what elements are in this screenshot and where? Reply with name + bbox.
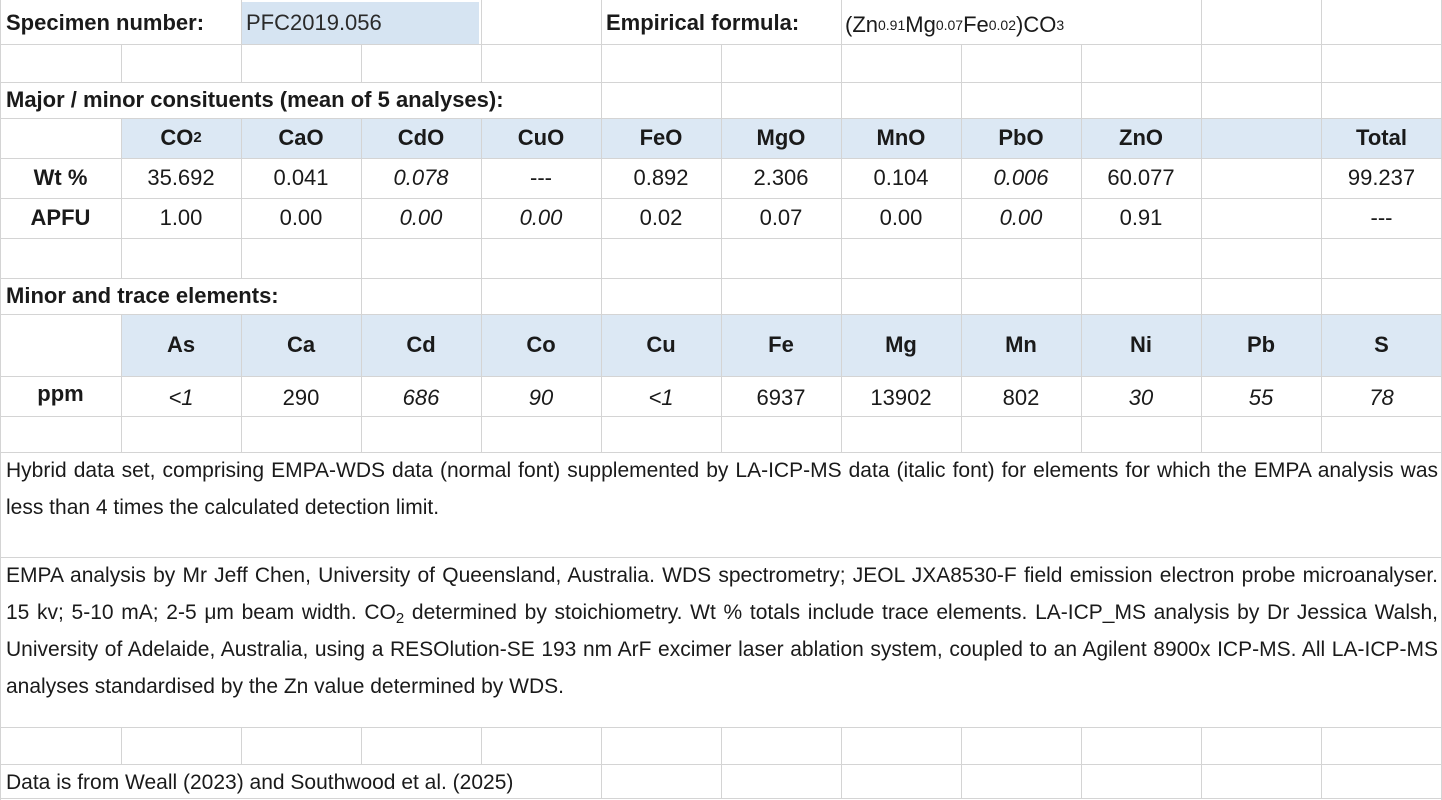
major-col-header	[1201, 118, 1321, 158]
major-col-header: PbO	[998, 125, 1044, 150]
major-value-cell: 0.07	[759, 205, 803, 230]
gridline-v	[721, 764, 722, 798]
gridline-v	[481, 0, 482, 44]
major-col-header: MnO	[876, 125, 926, 150]
major-row-label: APFU	[30, 205, 91, 230]
hybrid-note: Hybrid data set, comprising EMPA-WDS data (normal font) supplemented by LA-ICP-MS data (italic font) for elements for which the EMPA analysis was less than 4 times the calculated detection limit.	[6, 459, 1438, 519]
gridline-v	[601, 0, 602, 44]
major-value-cell: 0.041	[273, 165, 329, 190]
gridline-v	[1321, 727, 1322, 764]
gridline-v	[361, 727, 362, 764]
gridline-v	[961, 727, 962, 764]
gridline-v	[361, 278, 362, 314]
gridline-v	[121, 727, 122, 764]
gridline-v	[1321, 44, 1322, 82]
methods-note: EMPA analysis by Mr Jeff Chen, University of Queensland, Australia. WDS spectrometry; JEOL JXA8530-F field emission electron probe microanalyser. 15 kv; 5-10 mA; 2-5 μm beam width. $CO_2$ determined by stoichiometry. Wt % totals include trace elements. LA-ICP_MS analysis by Dr Jessica Walsh, University of Adelaide, Australia, using a RESOlution-SE 193 nm ArF excimer laser ablation system, coupled to an Agilent 8900x ICP-MS. All LA-ICP-MS analyses standardised by the Zn value determined by WDS.	[6, 564, 1438, 698]
trace-value-cell: 290	[282, 385, 320, 410]
trace-col-header: Ca	[286, 332, 316, 357]
trace-col-header: Cu	[646, 332, 676, 357]
major-value-cell: ---	[530, 165, 552, 190]
trace-col-header: S	[1374, 332, 1389, 357]
major-col-header: CdO	[397, 125, 445, 150]
major-col-header: MgO	[756, 125, 806, 150]
specimen-value[interactable]: PFC2019.056	[246, 10, 382, 35]
major-value-cell: 0.078	[393, 165, 449, 190]
gridline-v	[841, 0, 842, 44]
gridline-v	[841, 764, 842, 798]
major-value-cell: 0.00	[279, 205, 323, 230]
gridline-v	[841, 278, 842, 314]
trace-value-cell: 13902	[870, 385, 932, 410]
trace-value-cell: 802	[1002, 385, 1040, 410]
major-value-cell: ---	[1370, 205, 1393, 230]
gridline-v	[961, 82, 962, 118]
trace-value-cell: 78	[1369, 385, 1394, 410]
gridline-v	[1081, 44, 1082, 82]
major-value-cell: 0.00	[399, 205, 443, 230]
major-value-cell: 0.00	[519, 205, 563, 230]
trace-value-cell: 30	[1128, 385, 1154, 410]
major-col-header: CuO	[517, 125, 565, 150]
gridline-v	[481, 278, 482, 314]
major-col-header: CO 2	[160, 125, 202, 150]
major-value-cell: 1.00	[159, 205, 203, 230]
gridline-v	[1321, 0, 1322, 44]
trace-row-label: ppm	[37, 381, 84, 406]
gridline-v	[1081, 82, 1082, 118]
major-row-label: Wt %	[33, 165, 88, 190]
major-value-cell: 0.006	[993, 165, 1049, 190]
major-value-cell: 2.306	[753, 165, 809, 190]
specimen-label: Specimen number:	[6, 10, 205, 35]
gridline-v	[1201, 727, 1202, 764]
gridline-v	[601, 44, 602, 82]
gridline-v	[1081, 727, 1082, 764]
gridline-v	[241, 727, 242, 764]
trace-col-header: Cd	[406, 332, 436, 357]
trace-section-title: Minor and trace elements:	[6, 283, 279, 308]
major-value-cell	[1201, 198, 1321, 238]
trace-value-cell: <1	[168, 385, 194, 410]
major-section-title: Major / minor consituents (mean of 5 analyses):	[6, 87, 504, 112]
gridline-v	[961, 278, 962, 314]
gridline-v	[841, 82, 842, 118]
gridline-v	[721, 278, 722, 314]
gridline-v	[481, 727, 482, 764]
gridline-v	[841, 727, 842, 764]
major-value-cell: 35.692	[147, 165, 215, 190]
trace-value-cell: 686	[402, 385, 440, 410]
major-col-header: Total	[1356, 125, 1407, 150]
gridline-v	[1201, 82, 1202, 118]
gridline-v	[481, 44, 482, 82]
gridline-v	[1321, 764, 1322, 798]
major-value-cell: 0.91	[1119, 205, 1163, 230]
gridline-v	[241, 44, 242, 82]
formula-label: Empirical formula:	[606, 10, 800, 35]
gridline-v	[721, 44, 722, 82]
major-value-cell: 0.02	[639, 205, 683, 230]
gridline-v	[1201, 0, 1202, 44]
gridline-v	[961, 764, 962, 798]
gridline-v	[361, 44, 362, 82]
trace-col-header: Ni	[1130, 332, 1152, 357]
trace-col-header: Co	[526, 332, 556, 357]
gridline-v	[241, 0, 242, 44]
gridline-v	[601, 278, 602, 314]
empirical-formula: (Zn 0.91 Mg 0.07 Fe 0.02 )CO 3	[845, 12, 1065, 37]
gridline-v	[1321, 82, 1322, 118]
trace-col-header: Pb	[1246, 332, 1276, 357]
gridline-v	[601, 82, 602, 118]
gridline-v	[841, 44, 842, 82]
gridline-v	[601, 764, 602, 798]
major-value-cell	[1201, 158, 1321, 198]
trace-value-cell: 6937	[756, 385, 806, 410]
gridline-v	[1201, 764, 1202, 798]
trace-col-header: Fe	[768, 332, 794, 357]
major-value-cell: 0.00	[879, 205, 923, 230]
gridline-v	[721, 727, 722, 764]
major-value-cell: 60.077	[1107, 165, 1175, 190]
gridline-v	[1201, 278, 1202, 314]
gridline-v	[1081, 764, 1082, 798]
gridline-v	[1081, 278, 1082, 314]
source-note: Data is from Weall (2023) and Southwood et al. (2025)	[6, 770, 514, 794]
major-col-header: CaO	[278, 125, 324, 150]
trace-col-header: Mn	[1005, 332, 1037, 357]
major-col-header: FeO	[639, 125, 683, 150]
major-value-cell: 99.237	[1347, 165, 1416, 190]
trace-value-cell: <1	[648, 385, 674, 410]
major-value-cell: 0.104	[873, 165, 929, 190]
gridline-v	[1201, 44, 1202, 82]
major-col-header: ZnO	[1119, 125, 1163, 150]
trace-col-header: Mg	[885, 332, 917, 357]
gridline-v	[721, 82, 722, 118]
major-value-cell: 0.892	[633, 165, 689, 190]
gridline-v	[601, 727, 602, 764]
gridline-v	[1321, 278, 1322, 314]
major-value-cell: 0.00	[999, 205, 1043, 230]
trace-value-cell: 55	[1248, 385, 1274, 410]
gridline-v	[121, 44, 122, 82]
trace-col-header: As	[166, 332, 196, 357]
gridline-v	[961, 44, 962, 82]
trace-value-cell: 90	[528, 385, 554, 410]
